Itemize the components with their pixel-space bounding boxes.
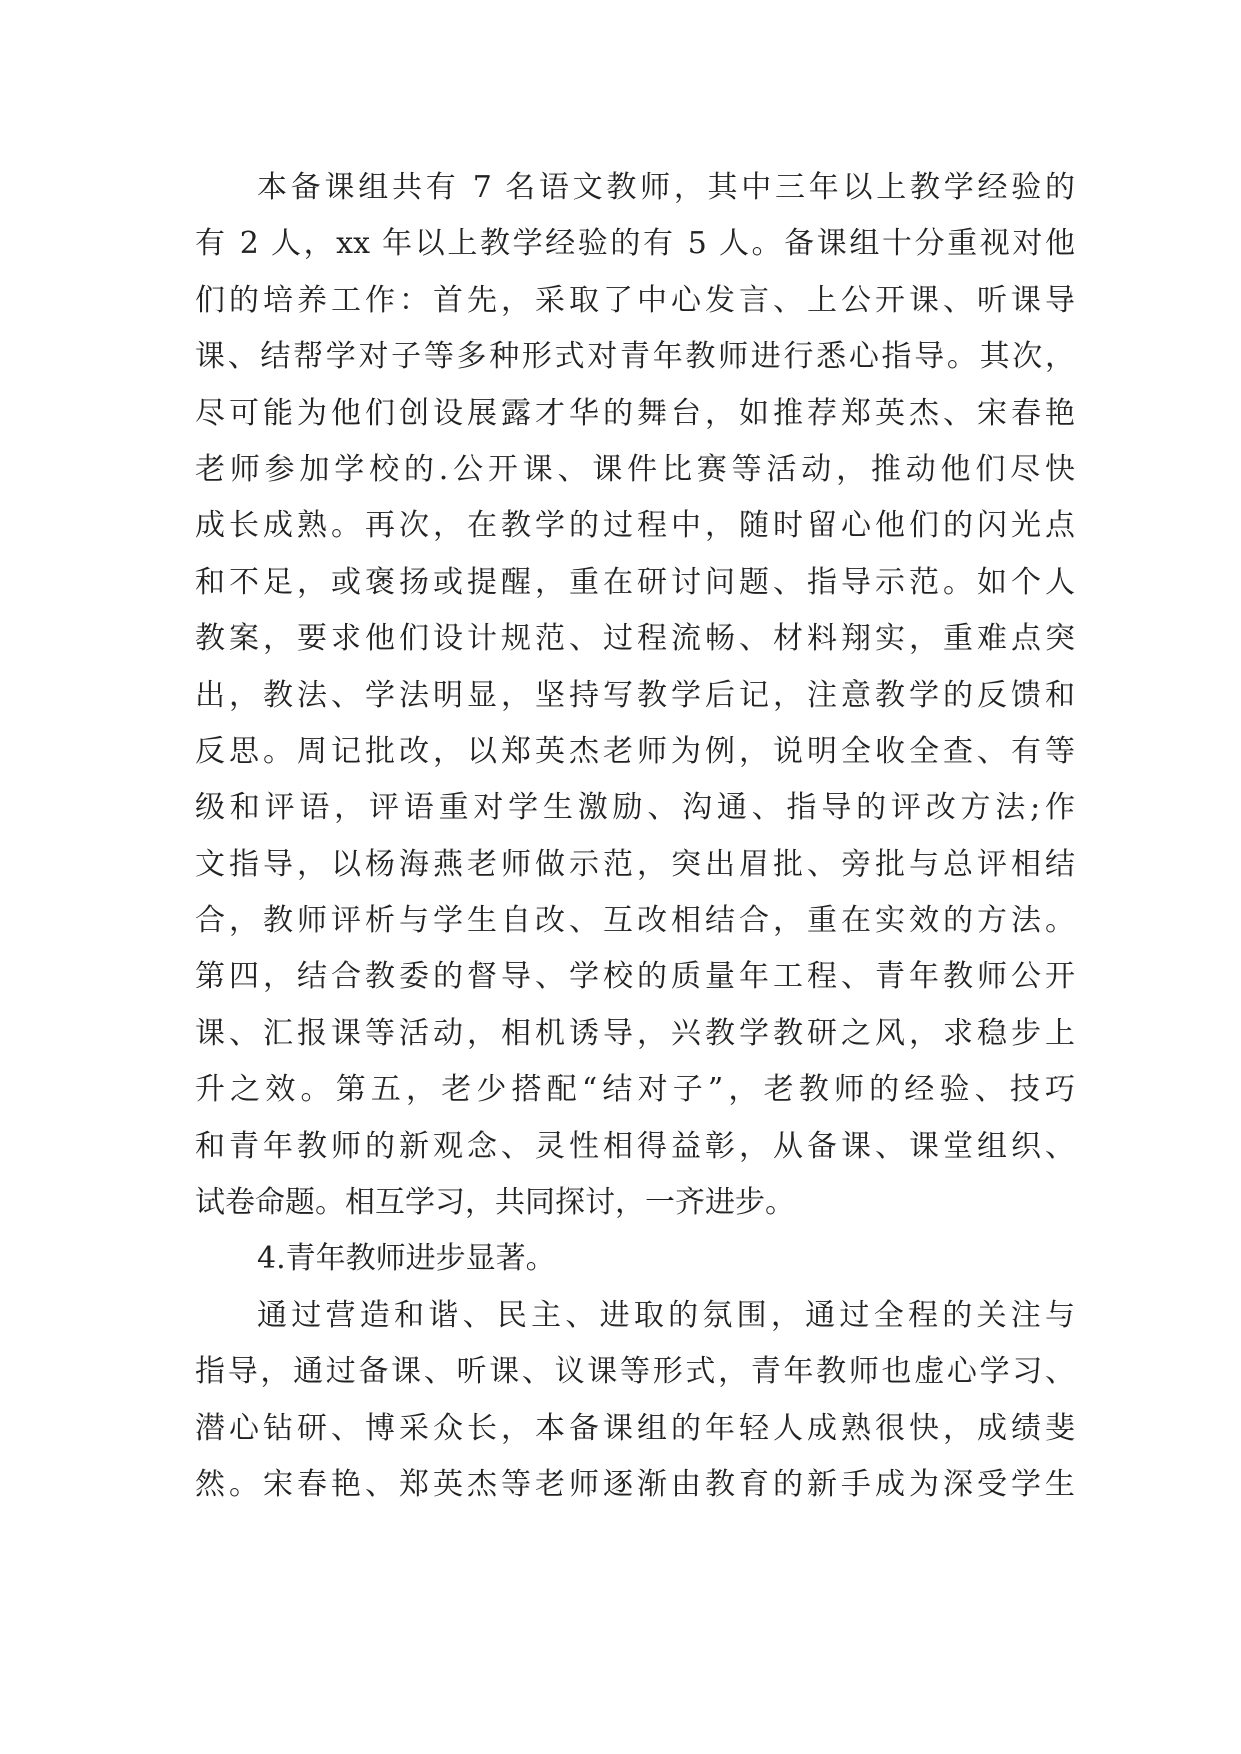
text-line: 出，教法、学法明显，坚持写教学后记，注意教学的反馈和: [195, 677, 1075, 713]
text-line: 合，教师评析与学生自改、互改相结合，重在实效的方法。: [195, 903, 1075, 939]
text-line: 级和评语，评语重对学生激励、沟通、指导的评改方法;作: [195, 790, 1075, 826]
text-line: 教案，要求他们设计规范、过程流畅、材料翔实，重难点突: [195, 621, 1075, 657]
text-line: 有 2 人，xx 年以上教学经验的有 5 人。备课组十分重视对他: [195, 226, 1075, 262]
text-line: 指导，通过备课、听课、议课等形式，青年教师也虚心学习、: [195, 1354, 1075, 1390]
text-line: 然。宋春艳、郑英杰等老师逐渐由教育的新手成为深受学生: [195, 1466, 1075, 1502]
paragraph-section-item: [195, 1231, 1075, 1287]
text-line: 们的培养工作：首先，采取了中心发言、上公开课、听课导: [195, 282, 1075, 318]
text-line: 成长成熟。再次，在教学的过程中，随时留心他们的闪光点: [195, 508, 1075, 544]
document-body: [195, 160, 1075, 1513]
text-line: 第四，结合教委的督导、学校的质量年工程、青年教师公开: [195, 959, 1075, 995]
text-line: 潜心钻研、博采众长，本备课组的年轻人成熟很快，成绩斐: [195, 1410, 1075, 1446]
section-item-heading: 4.青年教师进步显著。: [257, 1241, 556, 1277]
text-line: 升之效。第五，老少搭配“结对子”，老教师的经验、技巧: [195, 1072, 1075, 1108]
paragraph-teacher-training: [195, 160, 1075, 1231]
text-line: 通过营造和谐、民主、进取的氛围，通过全程的关注与: [257, 1297, 1075, 1333]
text-line: 本备课组共有 7 名语文教师，其中三年以上教学经验的: [257, 170, 1075, 205]
text-line: 课、结帮学对子等多种形式对青年教师进行悉心指导。其次，: [195, 339, 1075, 375]
text-line: 课、汇报课等活动，相机诱导，兴教学教研之风，求稳步上: [195, 1015, 1075, 1051]
paragraph-young-teachers: [195, 1288, 1075, 1514]
text-line: 和青年教师的新观念、灵性相得益彰，从备课、课堂组织、: [195, 1128, 1075, 1164]
text-line: 尽可能为他们创设展露才华的舞台，如推荐郑英杰、宋春艳: [195, 395, 1075, 431]
text-line: 老师参加学校的.公开课、课件比赛等活动，推动他们尽快: [195, 451, 1075, 487]
text-line: 文指导，以杨海燕老师做示范，突出眉批、旁批与总评相结: [195, 846, 1075, 882]
text-line: 和不足，或褒扬或提醒，重在研讨问题、指导示范。如个人: [195, 564, 1075, 600]
text-line: 反思。周记批改，以郑英杰老师为例，说明全收全查、有等: [195, 733, 1075, 769]
text-line: 试卷命题。相互学习，共同探讨，一齐进步。: [195, 1185, 795, 1221]
